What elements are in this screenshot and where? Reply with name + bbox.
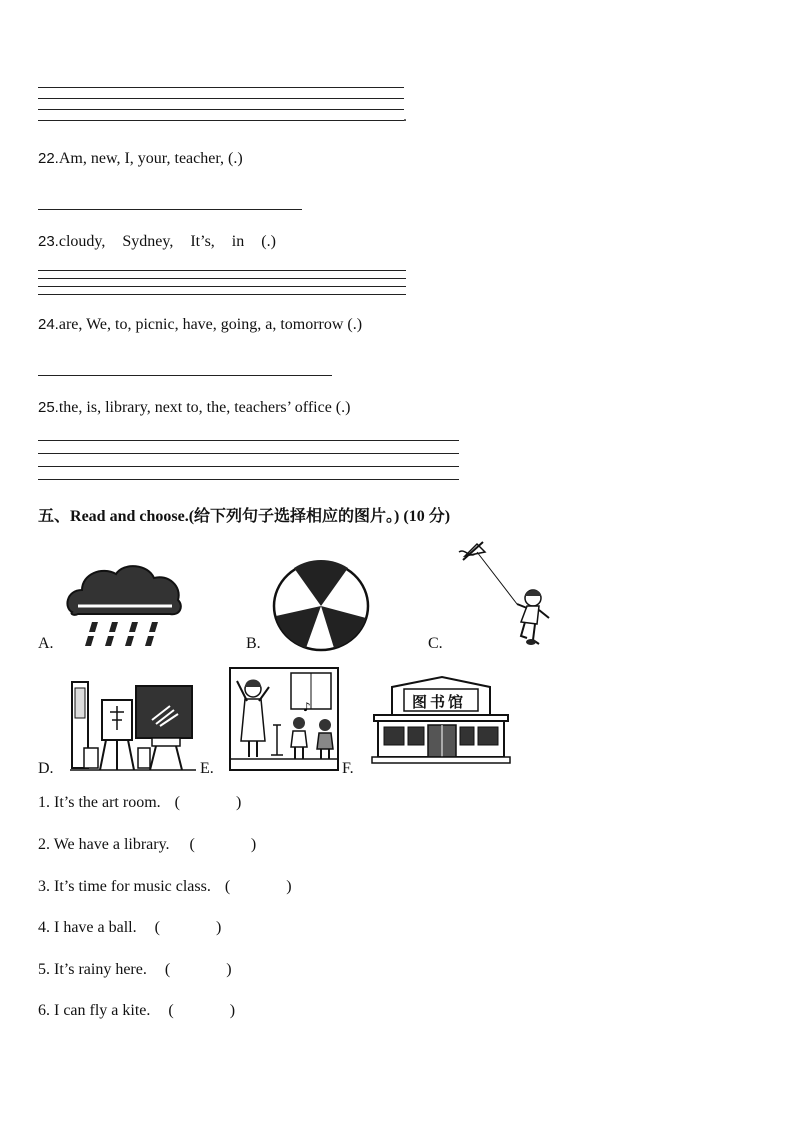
- question-24: [38, 316, 362, 334]
- item-sentence: 1. It’s the art room.: [38, 794, 161, 811]
- writing-line: [38, 87, 404, 88]
- question-number: 22.: [38, 150, 59, 167]
- question-word: in: [231, 233, 245, 250]
- question-words: the, is, library, next to, the, teachers’ office (.): [58, 399, 351, 416]
- picture-label-e: E.: [200, 760, 214, 777]
- question-word: (.): [261, 233, 276, 250]
- item-sentence: 5. It’s rainy here.: [38, 961, 147, 978]
- choose-item-5: [38, 961, 232, 979]
- item-sentence: 6. I can fly a kite.: [38, 1002, 151, 1019]
- writing-line: [38, 109, 404, 110]
- picture-label-b: B.: [246, 635, 261, 652]
- choose-item-1: [38, 794, 241, 812]
- question-number: 24.: [38, 316, 59, 333]
- rain-cloud-icon: [64, 560, 184, 652]
- question-number: 23.: [38, 233, 59, 250]
- answer-line-22[interactable]: [38, 209, 302, 210]
- answer-blank[interactable]: ( ): [168, 1002, 236, 1019]
- item-sentence: 4. I have a ball.: [38, 919, 137, 936]
- answer-blank[interactable]: ( ): [189, 836, 257, 853]
- answer-blank[interactable]: ( ): [224, 878, 292, 895]
- question-words: Am, new, I, your, teacher, (.): [58, 150, 243, 167]
- writing-line: [38, 286, 406, 287]
- writing-line: [38, 440, 459, 441]
- choose-item-4: [38, 919, 221, 937]
- library-building-icon: [370, 675, 512, 767]
- writing-line: [38, 294, 406, 295]
- question-words: are, We, to, picnic, have, going, a, tomorrow (.): [58, 316, 363, 333]
- question-word: Sydney,: [122, 233, 174, 250]
- picture-label-c: C.: [428, 635, 443, 652]
- music-class-icon: [229, 667, 339, 771]
- library-sign: 图书馆: [412, 693, 467, 711]
- writing-line: [38, 466, 459, 467]
- writing-line: [38, 98, 404, 99]
- art-room-easels-icon: [70, 680, 196, 772]
- choose-item-6: [38, 1002, 235, 1020]
- library-building-drawing: [370, 675, 512, 767]
- question-number: 25.: [38, 399, 59, 416]
- section-5-title: 五、Read and choose.(给下列句子选择相应的图片。) (10 分): [38, 508, 451, 525]
- question-23: [38, 233, 276, 251]
- trailing-period: .: [403, 108, 407, 125]
- picture-label-f: F.: [342, 760, 354, 777]
- picture-label-d: D.: [38, 760, 54, 777]
- answer-line-24[interactable]: [38, 375, 332, 376]
- writing-line: [38, 479, 459, 480]
- beach-ball-icon: [272, 560, 370, 652]
- item-sentence: 2. We have a library.: [38, 836, 170, 853]
- answer-blank[interactable]: ( ): [164, 961, 232, 978]
- picture-label-a: A.: [38, 635, 54, 652]
- writing-line: [38, 453, 459, 454]
- choose-item-2: [38, 836, 256, 854]
- answer-blank[interactable]: ( ): [174, 794, 242, 811]
- writing-line: [38, 278, 406, 279]
- kid-flying-kite-icon: [455, 538, 555, 652]
- choose-item-3: [38, 878, 292, 896]
- writing-line: [38, 120, 404, 121]
- item-sentence: 3. It’s time for music class.: [38, 878, 211, 895]
- question-22: [38, 150, 243, 168]
- question-word: It’s,: [190, 233, 215, 250]
- answer-blank[interactable]: ( ): [154, 919, 222, 936]
- question-word: cloudy,: [58, 233, 106, 250]
- svg-text:♪: ♪: [303, 700, 311, 714]
- writing-line: [38, 270, 406, 271]
- question-25: [38, 399, 350, 417]
